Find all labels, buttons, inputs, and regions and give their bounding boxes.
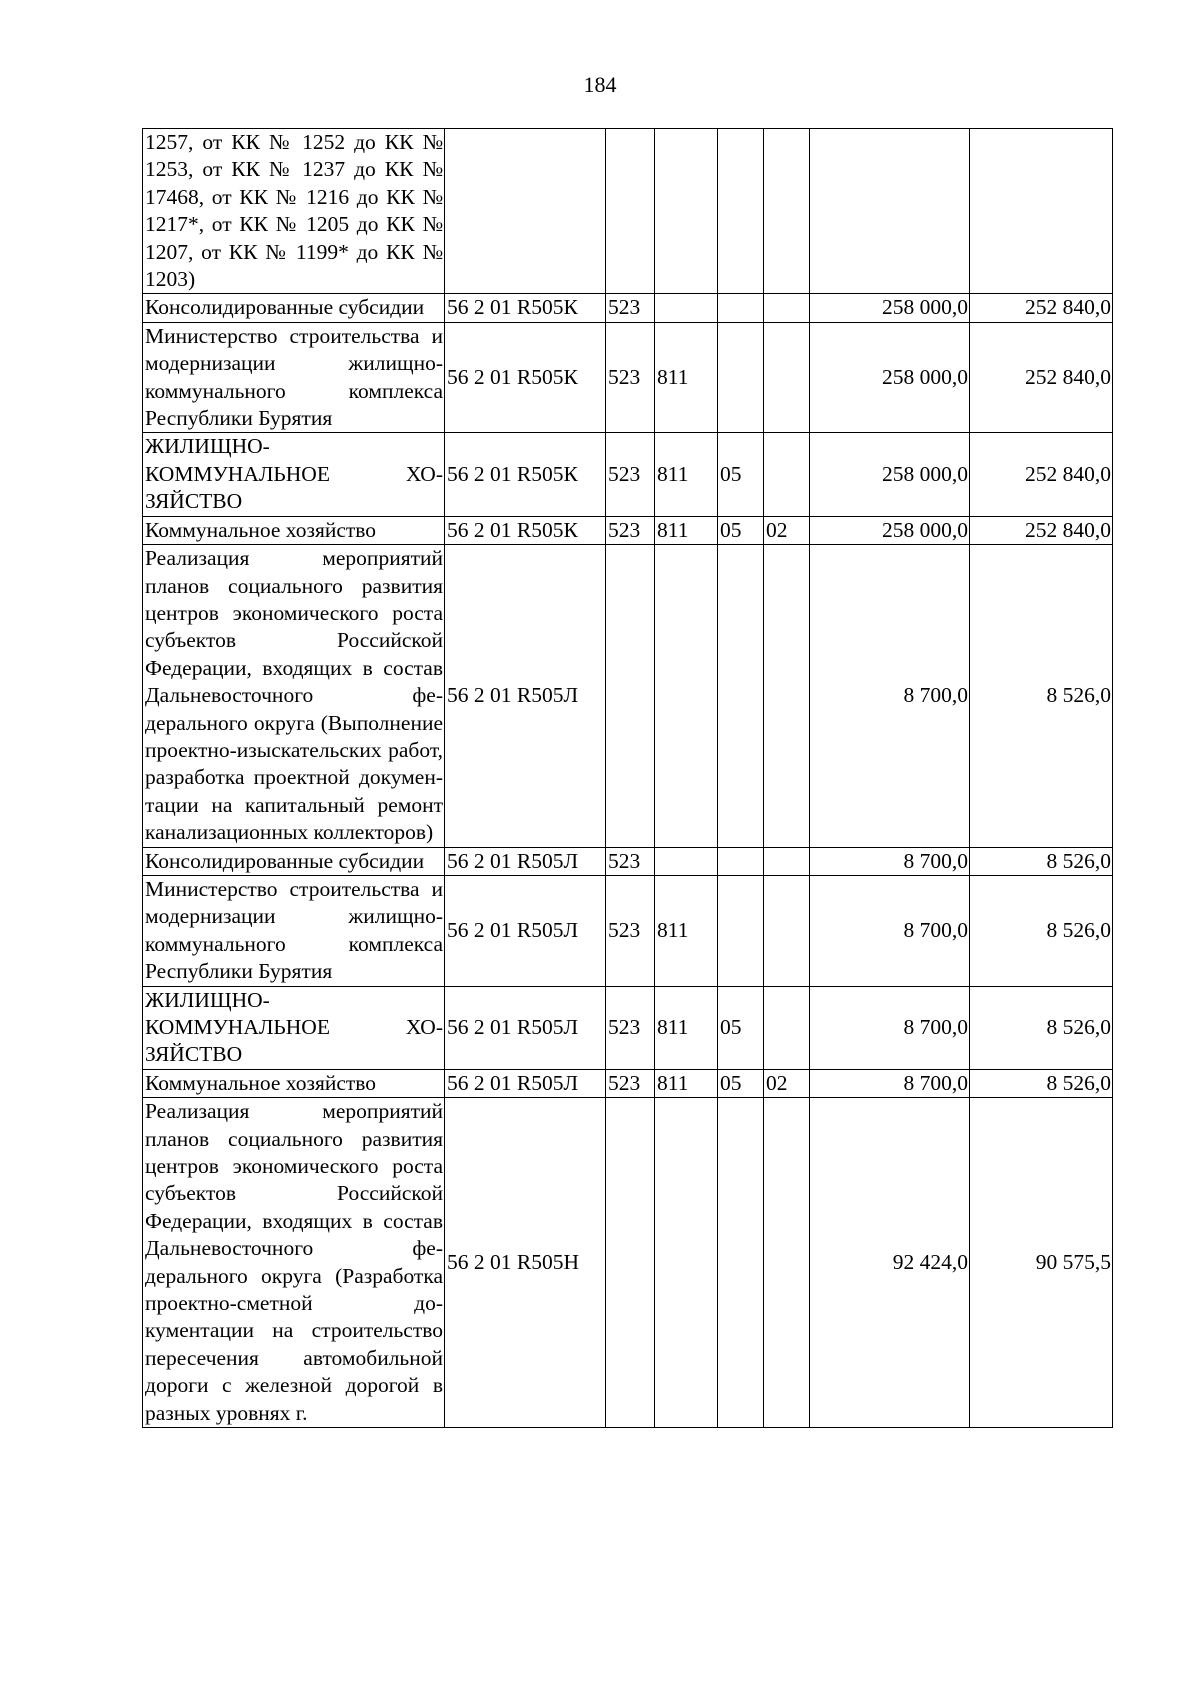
row-sum-1: 8 700,0 bbox=[810, 875, 970, 986]
row-name: 1257, от КК № 1252 до КК № 1253, от КК № 1237 до КК № 17468, от КК № 1216 до КК № 1217*, от КК № 1205 до КК № 1207, от КК № 1199* до КК № 1203) bbox=[143, 129, 445, 294]
row-subsection bbox=[764, 847, 810, 875]
table-row bbox=[143, 847, 1113, 875]
row-sum-2: 8 526,0 bbox=[970, 847, 1113, 875]
row-sum-1: 258 000,0 bbox=[810, 433, 970, 516]
row-sum-2: 252 840,0 bbox=[970, 322, 1113, 433]
row-sum-2 bbox=[970, 129, 1113, 294]
row-ministry: 811 bbox=[655, 986, 718, 1069]
row-section: 05 bbox=[718, 433, 764, 516]
row-sum-1: 258 000,0 bbox=[810, 294, 970, 322]
row-section: 05 bbox=[718, 986, 764, 1069]
row-subsection bbox=[764, 875, 810, 986]
row-sum-1: 8 700,0 bbox=[810, 986, 970, 1069]
row-name: Министерство строительства и модернизации жилищно-коммунального комплекса Республики Бурятия bbox=[143, 875, 445, 986]
row-subsection bbox=[764, 1098, 810, 1428]
row-sum-1: 92 424,0 bbox=[810, 1098, 970, 1428]
row-ministry: 811 bbox=[655, 322, 718, 433]
row-ministry: 811 bbox=[655, 433, 718, 516]
row-ministry: 811 bbox=[655, 1069, 718, 1097]
table-row bbox=[143, 294, 1113, 322]
row-section bbox=[718, 545, 764, 847]
row-section bbox=[718, 129, 764, 294]
row-sum-2: 8 526,0 bbox=[970, 545, 1113, 847]
row-name: Консолидированные субсидии bbox=[143, 294, 445, 322]
row-sum-2: 8 526,0 bbox=[970, 986, 1113, 1069]
row-sum-2: 8 526,0 bbox=[970, 875, 1113, 986]
row-section bbox=[718, 294, 764, 322]
row-group: 523 bbox=[606, 433, 655, 516]
row-sum-2: 252 840,0 bbox=[970, 294, 1113, 322]
row-group bbox=[606, 545, 655, 847]
row-ministry bbox=[655, 1098, 718, 1428]
row-group: 523 bbox=[606, 986, 655, 1069]
row-name: Министерство строительства и модернизации жилищно-коммунального комплекса Республики Бурятия bbox=[143, 322, 445, 433]
budget-table bbox=[142, 128, 1113, 1428]
row-group: 523 bbox=[606, 516, 655, 544]
row-sum-2: 90 575,5 bbox=[970, 1098, 1113, 1428]
row-section bbox=[718, 322, 764, 433]
row-sum-2: 8 526,0 bbox=[970, 1069, 1113, 1097]
row-name: Реализация мероприятий планов социального развития центров экономического роста субъектов Российской Федерации, входящих в состав Дальневосточного федерального округа (Выполнение проектно-изыскательских работ, разработка проектной документации на капитальный ремонт канализационных коллекторов) bbox=[143, 545, 445, 847]
row-subsection: 02 bbox=[764, 1069, 810, 1097]
row-group bbox=[606, 129, 655, 294]
row-sum-1: 8 700,0 bbox=[810, 1069, 970, 1097]
row-section bbox=[718, 875, 764, 986]
row-name: Реализация мероприятий планов социального развития центров экономического роста субъектов Российской Федерации, входящих в состав Дальневосточного федерального округа (Разработка проектно-сметной документации на строительство пересечения автомобильной дороги с железной дорогой в разных уровнях г. bbox=[143, 1098, 445, 1428]
row-code: 56 2 01 R505К bbox=[445, 516, 606, 544]
row-group bbox=[606, 1098, 655, 1428]
table-row bbox=[143, 545, 1113, 847]
row-subsection bbox=[764, 322, 810, 433]
page-number: 184 bbox=[583, 72, 617, 97]
row-ministry bbox=[655, 847, 718, 875]
row-code: 56 2 01 R505Л bbox=[445, 847, 606, 875]
row-group: 523 bbox=[606, 294, 655, 322]
table-row bbox=[143, 129, 1113, 294]
row-name: ЖИЛИЩНО-КОММУНАЛЬНОЕ ХОЗЯЙСТВО bbox=[143, 433, 445, 516]
table-row bbox=[143, 1098, 1113, 1428]
row-subsection bbox=[764, 545, 810, 847]
row-section: 05 bbox=[718, 1069, 764, 1097]
row-group: 523 bbox=[606, 875, 655, 986]
row-subsection bbox=[764, 129, 810, 294]
row-group: 523 bbox=[606, 1069, 655, 1097]
row-code: 56 2 01 R505Л bbox=[445, 1069, 606, 1097]
table-row bbox=[143, 875, 1113, 986]
row-ministry: 811 bbox=[655, 875, 718, 986]
row-sum-1: 258 000,0 bbox=[810, 516, 970, 544]
row-group: 523 bbox=[606, 847, 655, 875]
row-code: 56 2 01 R505Л bbox=[445, 875, 606, 986]
row-sum-1: 8 700,0 bbox=[810, 847, 970, 875]
table-row bbox=[143, 1069, 1113, 1097]
row-section bbox=[718, 1098, 764, 1428]
table-row bbox=[143, 986, 1113, 1069]
row-ministry bbox=[655, 294, 718, 322]
row-name: ЖИЛИЩНО-КОММУНАЛЬНОЕ ХОЗЯЙСТВО bbox=[143, 986, 445, 1069]
row-code: 56 2 01 R505Л bbox=[445, 545, 606, 847]
row-sum-2: 252 840,0 bbox=[970, 516, 1113, 544]
row-ministry: 811 bbox=[655, 516, 718, 544]
row-code: 56 2 01 R505К bbox=[445, 433, 606, 516]
row-name: Коммунальное хозяйство bbox=[143, 516, 445, 544]
row-sum-1 bbox=[810, 129, 970, 294]
row-sum-2: 252 840,0 bbox=[970, 433, 1113, 516]
row-code bbox=[445, 129, 606, 294]
row-code: 56 2 01 R505К bbox=[445, 294, 606, 322]
row-subsection: 02 bbox=[764, 516, 810, 544]
row-subsection bbox=[764, 986, 810, 1069]
row-name: Коммунальное хозяйство bbox=[143, 1069, 445, 1097]
row-group: 523 bbox=[606, 322, 655, 433]
row-sum-1: 258 000,0 bbox=[810, 322, 970, 433]
row-ministry bbox=[655, 129, 718, 294]
row-code: 56 2 01 R505Н bbox=[445, 1098, 606, 1428]
table-row bbox=[143, 516, 1113, 544]
table-body bbox=[143, 129, 1113, 1428]
row-code: 56 2 01 R505К bbox=[445, 322, 606, 433]
row-sum-1: 8 700,0 bbox=[810, 545, 970, 847]
row-section: 05 bbox=[718, 516, 764, 544]
table-row bbox=[143, 322, 1113, 433]
row-subsection bbox=[764, 433, 810, 516]
row-ministry bbox=[655, 545, 718, 847]
row-section bbox=[718, 847, 764, 875]
row-subsection bbox=[764, 294, 810, 322]
row-code: 56 2 01 R505Л bbox=[445, 986, 606, 1069]
row-name: Консолидированные субсидии bbox=[143, 847, 445, 875]
table-row bbox=[143, 433, 1113, 516]
